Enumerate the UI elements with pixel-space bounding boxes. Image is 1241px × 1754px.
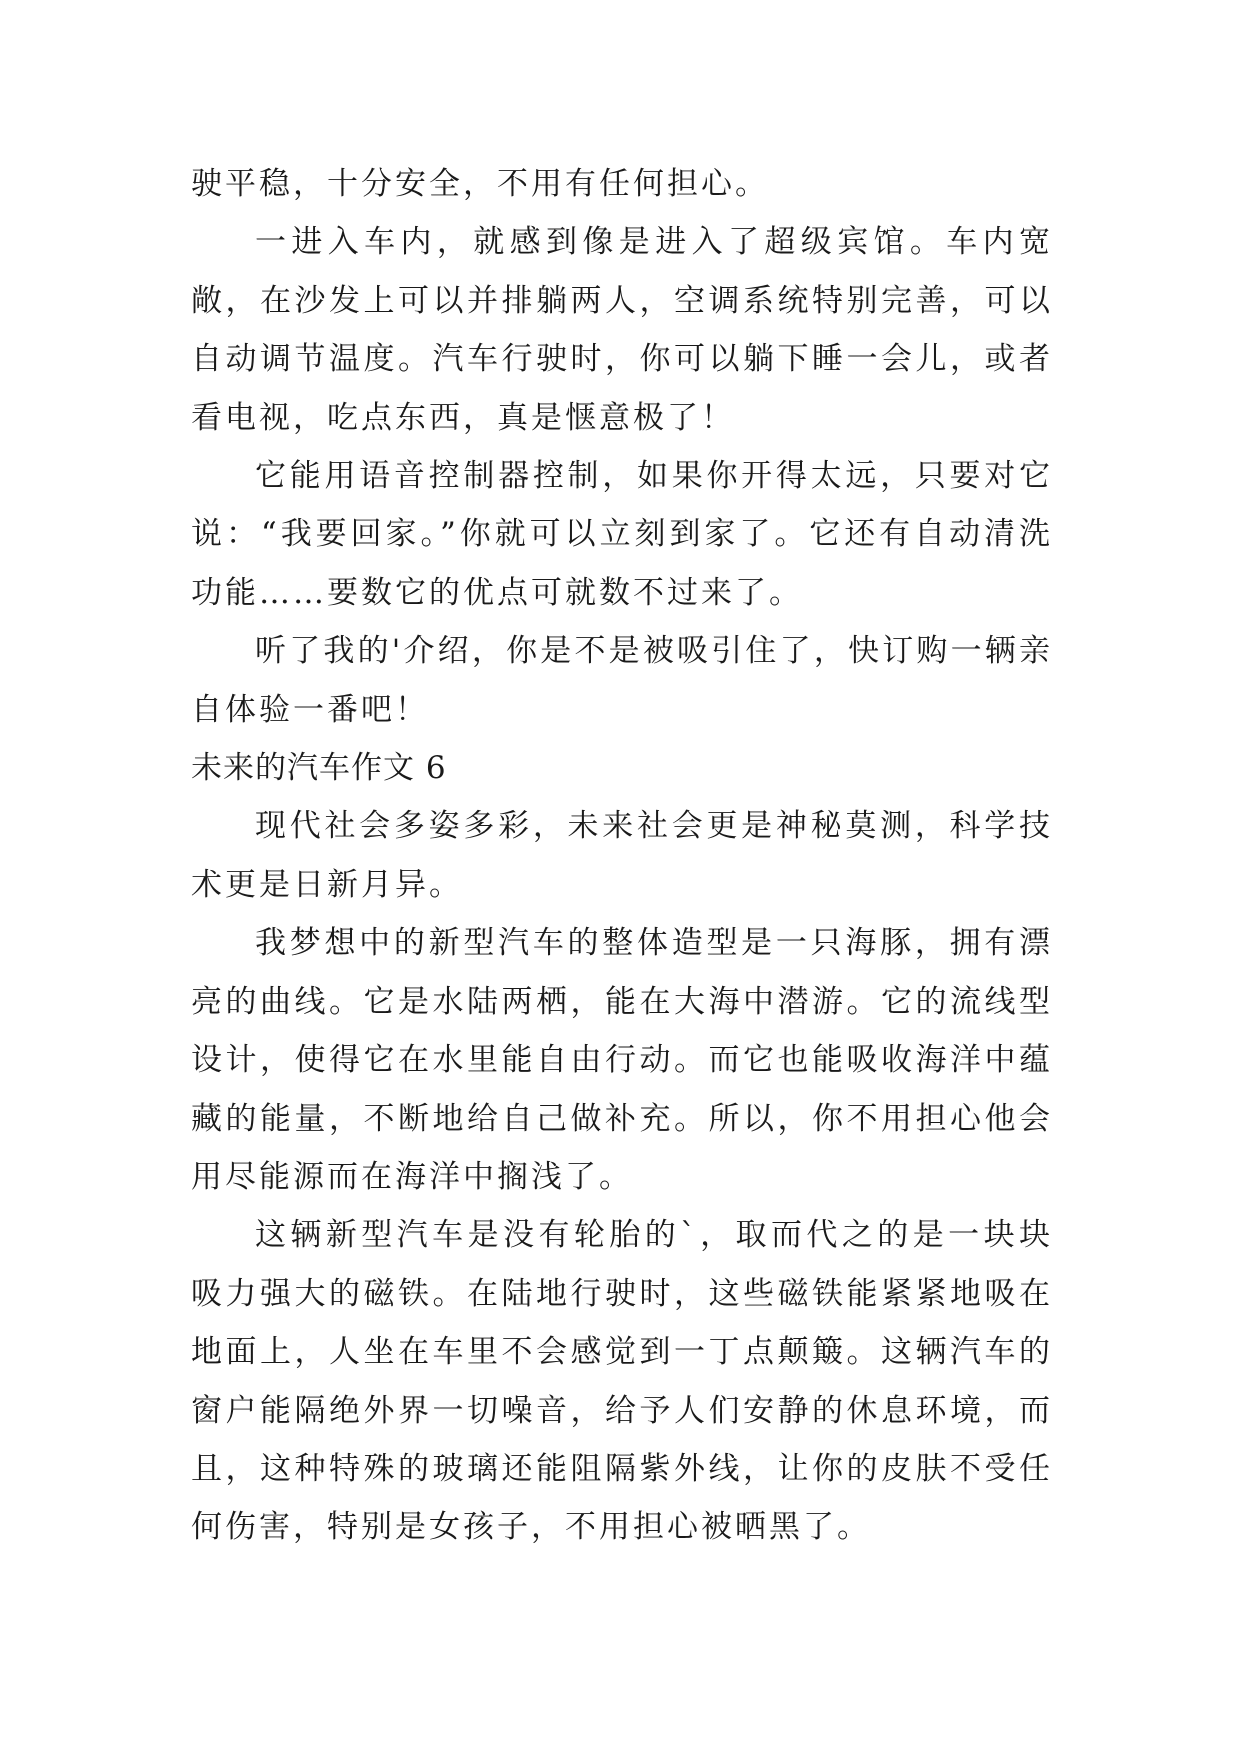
paragraph-section-intro: 现代社会多姿多彩，未来社会更是神秘莫测，科学技术更是日新月异。 [191, 808, 1053, 903]
paragraph-voice-control: 它能用语音控制器控制，如果你开得太远，只要对它说：“我要回家。”你就可以立刻到家了。它还有自动清洗功能……要数它的优点可就数不过来了。 [191, 458, 1053, 611]
paragraph-magnet-car: 这辆新型汽车是没有轮胎的`，取而代之的是一块块吸力强大的磁铁。在陆地行驶时，这些磁铁能紧紧地吸在地面上，人坐在车里不会感觉到一丁点颠簸。这辆汽车的窗户能隔绝外界一切噪音，给予人们安静的休息环境，而且，这种特殊的玻璃还能阻隔紫外线，让你的皮肤不受任何伤害，特别是女孩子，不用担心被晒黑了。 [191, 1217, 1053, 1546]
paragraph-conclusion: 听了我的'介绍，你是不是被吸引住了，快订购一辆亲自体验一番吧！ [191, 633, 1053, 728]
section-title: 未来的汽车作文 6 [191, 750, 447, 787]
document-body [191, 155, 1053, 1557]
paragraph-dolphin-car: 我梦想中的新型汽车的整体造型是一只海豚，拥有漂亮的曲线。它是水陆两栖，能在大海中潜游。它的流线型设计，使得它在水里能自由行动。而它也能吸收海洋中蕴藏的能量，不断地给自己做补充。所以，你不用担心他会用尽能源而在海洋中搁浅了。 [191, 925, 1053, 1195]
paragraph-continuation: 驶平稳，十分安全，不用有任何担心。 [191, 166, 769, 202]
paragraph-car-interior: 一进入车内，就感到像是进入了超级宾馆。车内宽敞，在沙发上可以并排躺两人，空调系统特别完善，可以自动调节温度。汽车行驶时，你可以躺下睡一会儿，或者看电视，吃点东西，真是惬意极了！ [191, 224, 1053, 436]
